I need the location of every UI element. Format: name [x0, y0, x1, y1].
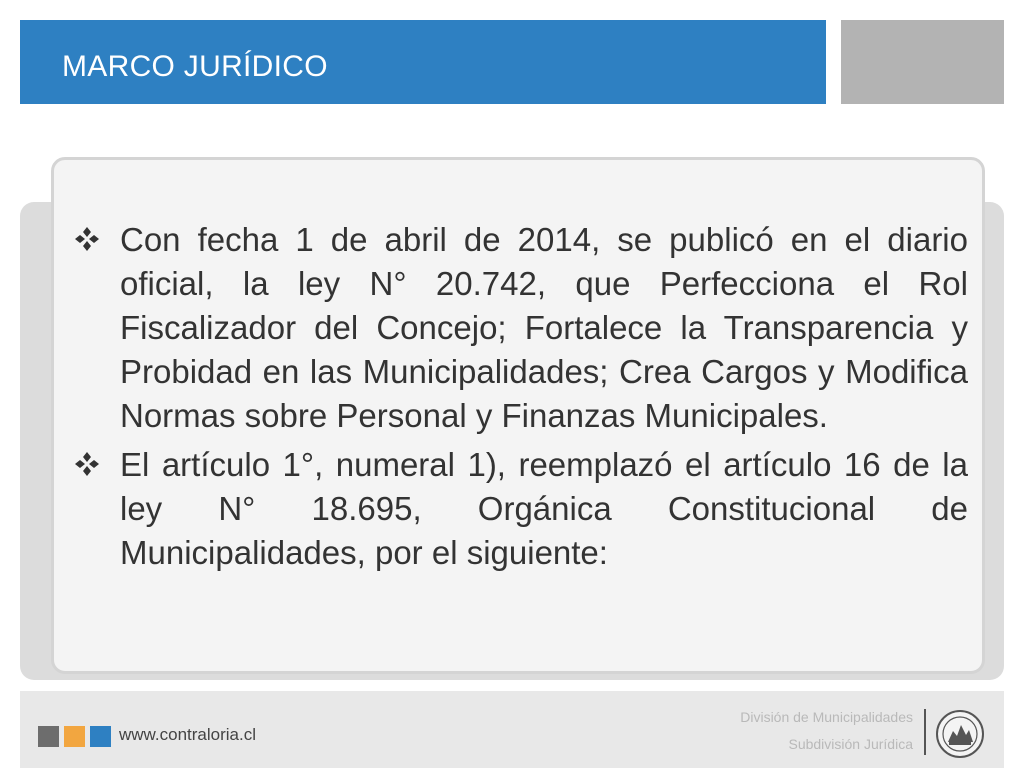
page-title: MARCO JURÍDICO	[62, 50, 328, 83]
subdivision-label: Subdivisión Jurídica	[788, 736, 913, 752]
footer-square-orange	[64, 726, 85, 747]
bullet-item	[74, 443, 968, 575]
bullet-text: El artículo 1°, numeral 1), reemplazó el artículo 16 de la ley N° 18.695, Orgánica Constitucional de Municipalidades, por el siguiente:	[120, 446, 968, 571]
content-card	[51, 157, 985, 674]
footer-square-gray	[38, 726, 59, 747]
contraloria-seal-icon	[935, 709, 985, 759]
footer	[20, 691, 1004, 768]
header-gray-block	[841, 20, 1004, 104]
bullet-text: Con fecha 1 de abril de 2014, se publicó en el diario oficial, la ley N° 20.742, que Perfecciona el Rol Fiscalizador del Concejo; Fortalece la Transparencia y Probidad en las Municipalidades; Crea Cargos y Modifica Normas sobre Personal y Finanzas Municipales.	[120, 221, 968, 434]
footer-divider	[924, 709, 926, 755]
footer-square-blue	[90, 726, 111, 747]
diamond-bullet-icon	[74, 226, 100, 252]
website-link[interactable]: www.contraloria.cl	[119, 725, 256, 744]
bullet-item	[74, 218, 968, 438]
division-label: División de Municipalidades	[740, 709, 913, 725]
diamond-bullet-icon	[74, 451, 100, 477]
title-bar	[20, 20, 826, 104]
bullet-list	[74, 218, 968, 580]
